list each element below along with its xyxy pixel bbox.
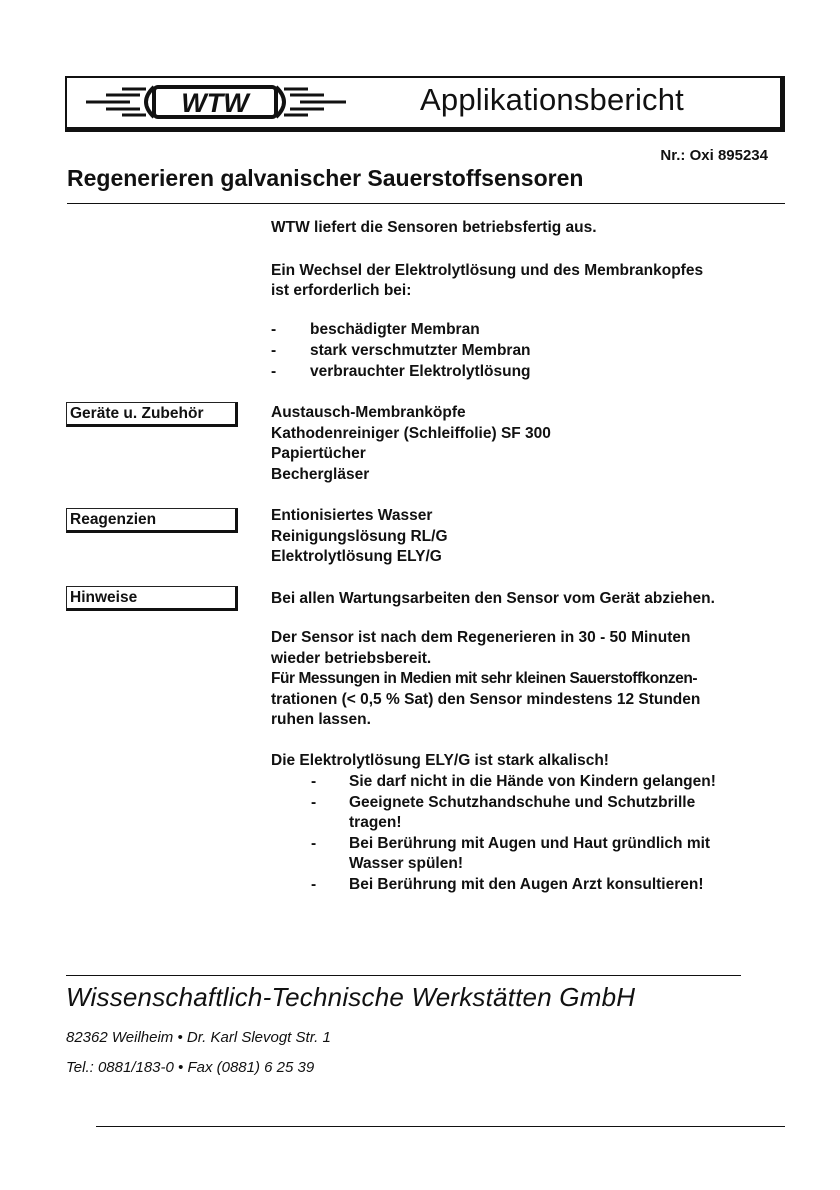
note-line: Der Sensor ist nach dem Regenerieren in 30 - 50 Minuten (271, 629, 691, 646)
equipment-item: Austausch-Membranköpfe (271, 404, 466, 421)
warning-item: Bei Berührung mit den Augen Arzt konsultieren! (349, 876, 704, 893)
wtw-logo (84, 85, 349, 119)
report-number: Nr.: Oxi 895234 (660, 147, 768, 164)
list-dash: - (311, 835, 317, 852)
list-dash: - (311, 773, 317, 790)
warning-item: Sie darf nicht in die Hände von Kindern gelangen! (349, 773, 716, 790)
section-label-geraete: Geräte u. Zubehör (66, 402, 238, 427)
reagent-item: Elektrolytlösung ELY/G (271, 548, 442, 565)
list-dash: - (271, 363, 277, 380)
note-line: Bei allen Wartungsarbeiten den Sensor vom Gerät abziehen. (271, 590, 715, 607)
list-dash: - (271, 342, 277, 359)
company-phone: Tel.: 0881/183-0 • Fax (0881) 6 25 39 (66, 1059, 315, 1076)
note-line: trationen (< 0,5 % Sat) den Sensor mindestens 12 Stunden (271, 691, 701, 708)
reagent-item: Reinigungslösung RL/G (271, 528, 448, 545)
company-address: 82362 Weilheim • Dr. Karl Slevogt Str. 1 (66, 1029, 331, 1046)
document-type-title: Applikationsbericht (420, 82, 685, 117)
equipment-item: Bechergläser (271, 466, 370, 483)
list-item: verbrauchter Elektrolytlösung (310, 363, 531, 380)
warning-item: tragen! (349, 814, 402, 831)
logo-text: WTW (181, 88, 249, 118)
equipment-item: Papiertücher (271, 445, 366, 462)
warning-item: Bei Berührung mit Augen und Haut gründlich mit (349, 835, 711, 852)
reagent-item: Entionisiertes Wasser (271, 507, 433, 524)
intro-line: Ein Wechsel der Elektrolytlösung und des Membrankopfes (271, 262, 704, 279)
list-item: beschädigter Membran (310, 321, 480, 338)
list-item: stark verschmutzter Membran (310, 342, 531, 359)
footer-divider (66, 975, 741, 976)
bottom-divider (96, 1126, 785, 1127)
list-dash: - (311, 794, 317, 811)
warning-item: Geeignete Schutzhandschuhe und Schutzbrille (349, 794, 696, 811)
equipment-item: Kathodenreiniger (Schleiffolie) SF 300 (271, 425, 551, 442)
note-line: ruhen lassen. (271, 711, 371, 728)
section-label-reagenzien: Reagenzien (66, 508, 238, 533)
warning-heading: Die Elektrolytlösung ELY/G ist stark alkalisch! (271, 752, 609, 769)
page-title: Regenerieren galvanischer Sauerstoffsensoren (67, 165, 584, 191)
intro-line: ist erforderlich bei: (271, 282, 412, 299)
warning-item: Wasser spülen! (349, 855, 463, 872)
list-dash: - (271, 321, 277, 338)
title-divider (67, 203, 785, 204)
note-line: wieder betriebsbereit. (271, 650, 432, 667)
section-label-hinweise: Hinweise (66, 586, 238, 611)
list-dash: - (311, 876, 317, 893)
company-name: Wissenschaftlich-Technische Werkstätten GmbH (66, 982, 636, 1012)
intro-line: WTW liefert die Sensoren betriebsfertig aus. (271, 219, 597, 236)
note-line: Für Messungen in Medien mit sehr kleinen Sauerstoffkonzen- (271, 670, 698, 687)
